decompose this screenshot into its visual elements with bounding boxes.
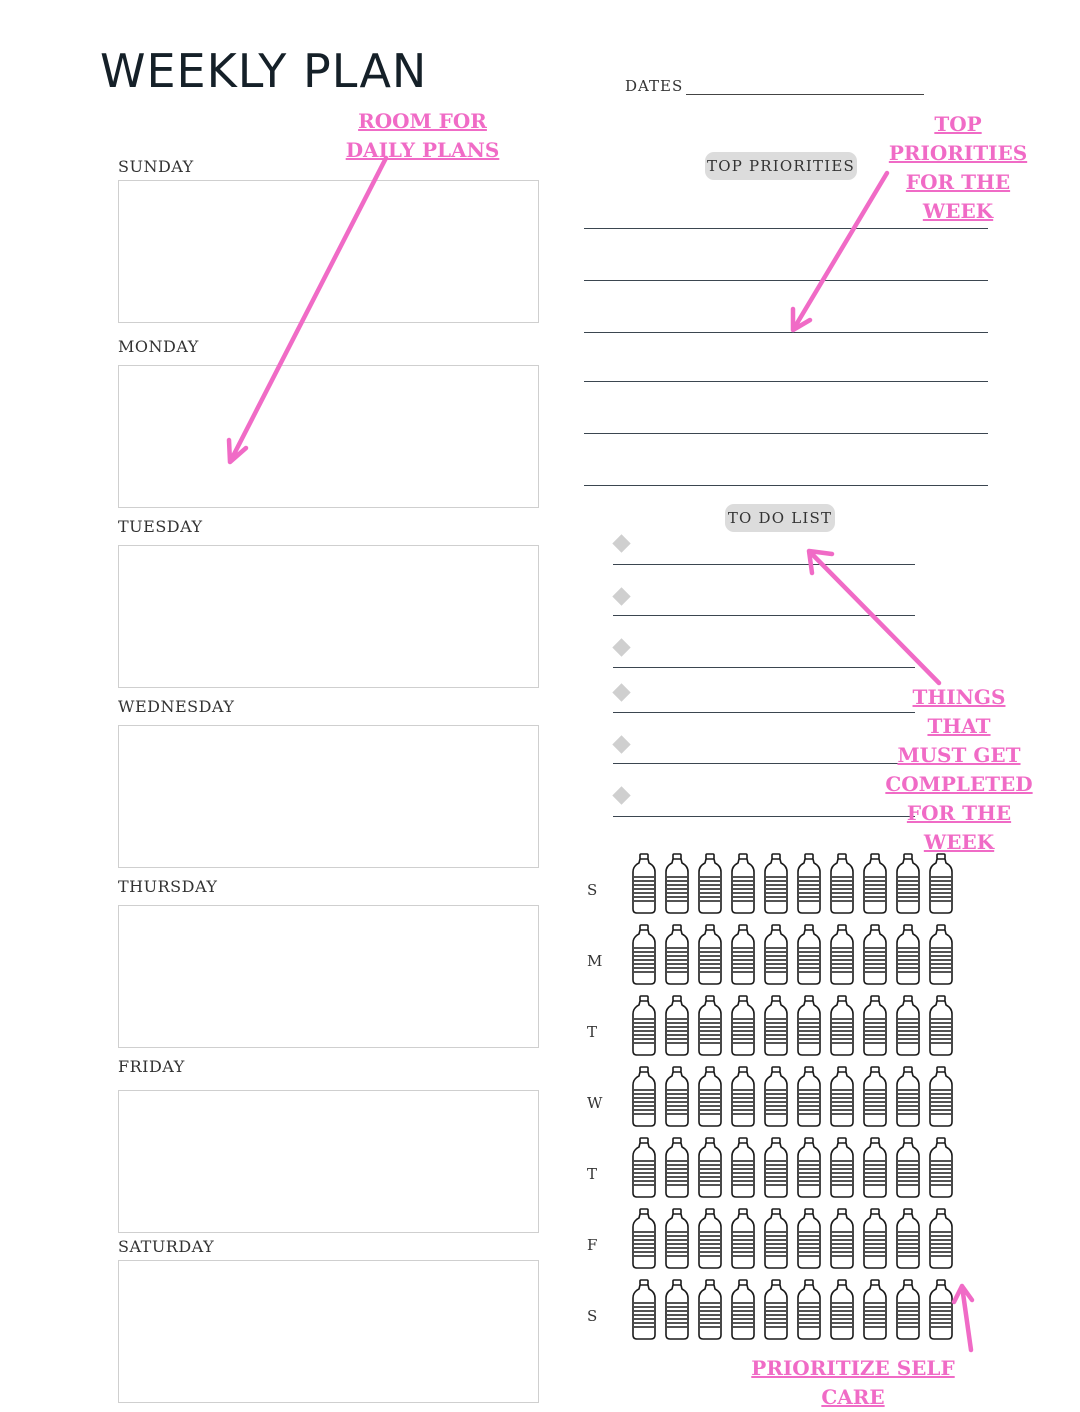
page-title: WEEKLY PLAN [100, 44, 428, 98]
annotation-top-priorities: TOP PRIORITIES FOR THE WEEK [888, 112, 1028, 223]
arrow-things-icon [809, 551, 939, 683]
arrow-daily-plans-icon [229, 158, 386, 462]
water-day-label: M [587, 952, 603, 970]
water-day-label: W [587, 1094, 603, 1112]
arrow-priorities-icon [793, 173, 887, 330]
water-day-label: F [587, 1236, 598, 1254]
annotation-self-care: PRIORITIZE SELF CARE [751, 1356, 955, 1409]
dates-label: DATES [625, 77, 684, 95]
water-day-label: T [587, 1165, 598, 1183]
water-day-label: S [587, 881, 598, 899]
day-label-friday: FRIDAY [118, 1057, 185, 1076]
day-label-tuesday: TUESDAY [118, 517, 203, 536]
day-label-monday: MONDAY [118, 337, 199, 356]
day-label-sunday: SUNDAY [118, 157, 194, 176]
water-day-label: T [587, 1023, 598, 1041]
annotation-daily-plans: ROOM FOR DAILY PLANS [345, 109, 500, 162]
water-day-label: S [587, 1307, 598, 1325]
day-label-wednesday: WEDNESDAY [118, 697, 235, 716]
day-label-saturday: SATURDAY [118, 1237, 215, 1256]
annotation-things-completed: THINGS THAT MUST GET COMPLETED FOR THE WEEK [885, 685, 1033, 854]
top-priorities-label: TOP PRIORITIES [705, 152, 857, 180]
day-label-thursday: THURSDAY [118, 877, 218, 896]
todo-label: TO DO LIST [725, 504, 835, 532]
arrow-self-care-icon [954, 1286, 972, 1350]
